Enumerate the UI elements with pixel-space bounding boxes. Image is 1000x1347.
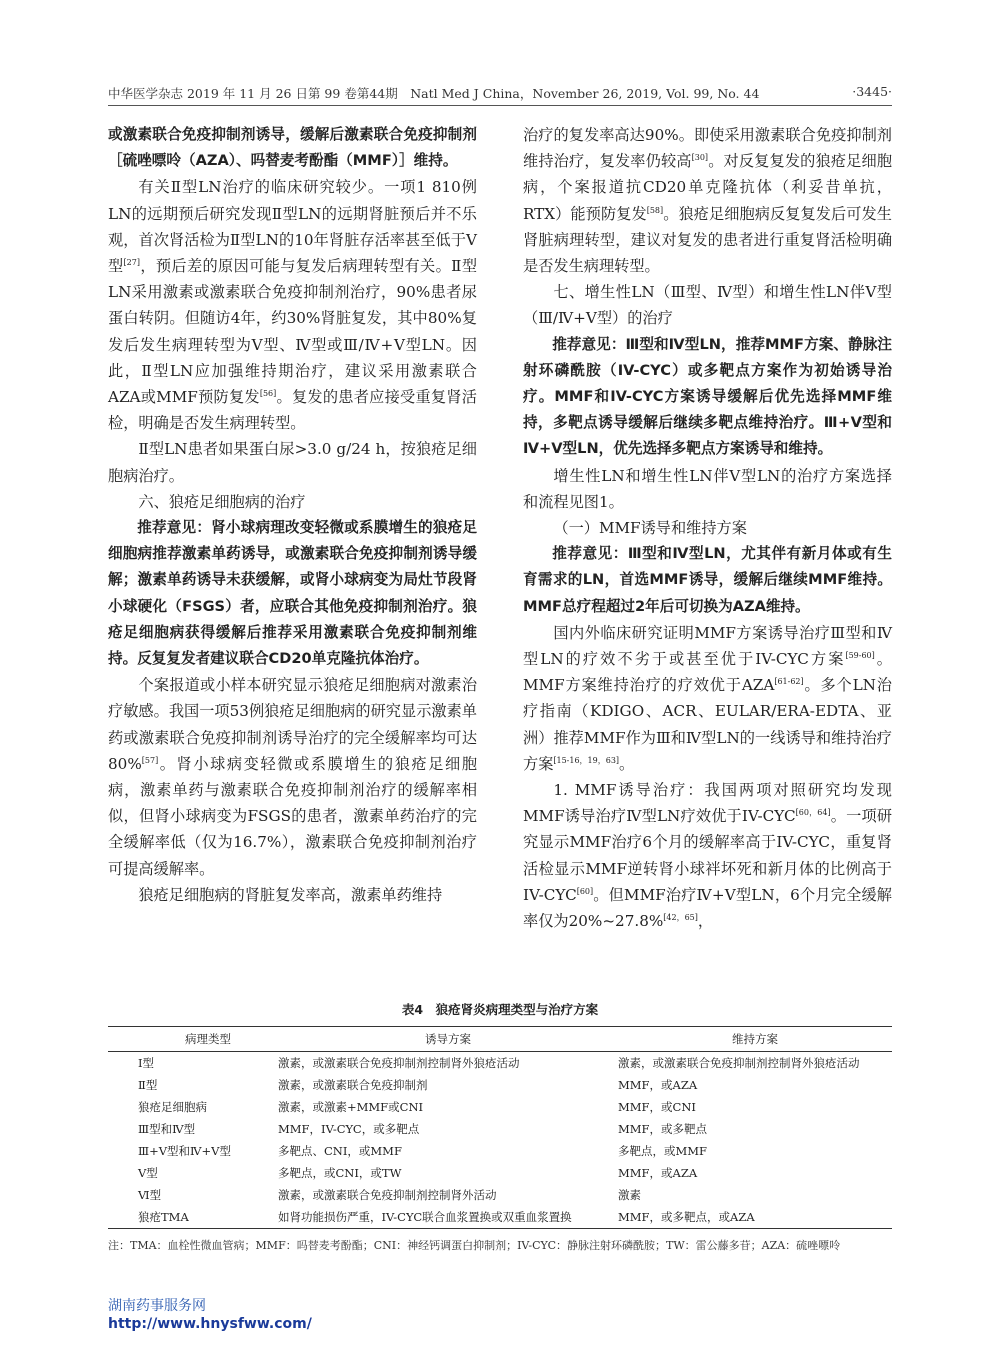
citation-ref: [60]: [576, 886, 594, 896]
table-cell: Ⅲ+Ⅴ型和Ⅳ+Ⅴ型: [138, 1144, 231, 1158]
header-rule: [108, 105, 892, 106]
table-row: [108, 1096, 892, 1118]
table-cell: MMF，IV-CYC，或多靶点: [278, 1122, 420, 1136]
paragraph-text: 治疗的复发率高达90%。即使采用激素联合免疫抑制剂维持治疗，复发率仍较高: [523, 126, 892, 171]
table-cell: MMF，或多靶点: [618, 1122, 708, 1136]
citation-ref: [57]: [141, 755, 159, 765]
right-paragraph: [523, 620, 892, 777]
citation-ref: [61-62]: [774, 677, 804, 687]
table-cell: Ⅴ型: [138, 1166, 158, 1180]
left-paragraph: [108, 436, 477, 488]
table-cell: 多靶点，或MMF: [618, 1144, 708, 1158]
left-paragraph: [108, 672, 477, 882]
paragraph-text: （一）MMF诱导和维持方案: [553, 519, 747, 538]
table-cell: Ⅰ型: [138, 1056, 155, 1070]
table-row: [108, 1206, 892, 1229]
paragraph-text: 。MMF方案维持治疗的疗效优于AZA: [523, 650, 892, 695]
header-maintenance: 维持方案: [618, 1027, 892, 1052]
citation-ref: [56]: [259, 388, 277, 398]
watermark-footer: [108, 1297, 312, 1333]
citation-ref: [42，65]: [663, 913, 698, 923]
table-cell: Ⅵ型: [138, 1188, 162, 1202]
citation-ref: [59-60]: [845, 651, 875, 660]
table-cell: 激素，或激素联合免疫抑制剂: [278, 1078, 428, 1092]
paragraph-text: 。肾小球病变轻微或系膜增生的狼疮足细胞病，激素单药与激素联合免疫抑制剂治疗的缓解率相似，但肾小球病变为FSGS的患者，激素单药治疗的完全缓解率低（仅为16.7%），激素联合免疫抑制剂治疗可提高缓解率。: [108, 754, 477, 878]
table-cell: 多靶点，或CNI，或TW: [278, 1166, 402, 1180]
table-row: [108, 1074, 892, 1096]
page-number: ·3445·: [852, 84, 892, 99]
paragraph-text: 1. MMF诱导治疗：我国两项对照研究均发现MMF诱导治疗Ⅳ型LN疗效优于IV-CYC: [523, 781, 892, 826]
left-paragraph: [108, 882, 477, 908]
paragraph-text: 国内外临床研究证明MMF方案诱导治疗Ⅲ型和Ⅳ型LN的疗效不劣于或甚至优于IV-CYC方案: [523, 623, 892, 669]
citation-ref: [27]: [123, 257, 140, 267]
left-paragraph: [108, 489, 477, 515]
table-cell: 激素: [618, 1188, 641, 1202]
left-column: [108, 122, 477, 908]
table-cell: MMF，或CNI: [618, 1100, 696, 1114]
right-paragraph: [523, 777, 892, 934]
paragraph-text: 六、狼疮足细胞病的治疗: [138, 492, 306, 511]
table-cell: MMF，或AZA: [618, 1078, 698, 1092]
table-cell: MMF，或多靶点，或AZA: [618, 1206, 892, 1229]
table-note: 注：TMA：血栓性微血管病；MMF：吗替麦考酚酯；CNI：神经钙调蛋白抑制剂；IV-CYC：静脉注射环磷酰胺；TW：雷公藤多苷；AZA：硫唑嘌呤: [108, 1239, 841, 1252]
table-row: [108, 1184, 892, 1206]
table-cell: 多靶点、CNI，或MMF: [278, 1144, 402, 1158]
paragraph-text: 或激素联合免疫抑制剂诱导，缓解后激素联合免疫抑制剂［硫唑嘌呤（AZA）、吗替麦考酚酯（MMF）］维持。: [108, 126, 477, 170]
right-paragraph: [523, 122, 892, 279]
paragraph-text: 。但MMF治疗Ⅳ+Ⅴ型LN，6个月完全缓解率仅为20%~27.8%: [523, 885, 892, 931]
right-paragraph: [523, 332, 892, 463]
table-row: [108, 1140, 892, 1162]
paragraph-text: 。: [619, 754, 635, 773]
right-column: [523, 122, 892, 934]
paragraph-text: 推荐意见：肾小球病理改变轻微或系膜增生的狼疮足细胞病推荐激素单药诱导，或激素联合免疫抑制剂诱导缓解；激素单药诱导未获缓解，或肾小球病变为局灶节段肾小球硬化（FSGS）者，应联合其他免疫抑制剂治疗。狼疮足细胞病获得缓解后推荐采用激素联合免疫抑制剂维持。反复复发者建议联合CD20单克隆抗体治疗。: [108, 519, 477, 668]
treatment-table: [108, 1000, 892, 1253]
table-cell: 激素，或激素+MMF或CNI: [278, 1100, 424, 1114]
journal-citation: 中华医学杂志 2019 年 11 月 26 日第 99 卷第44期 Natl Med J China，November 26, 2019, Vol. 99, No. 44: [108, 86, 760, 101]
left-paragraph: [108, 122, 477, 174]
right-paragraph: [523, 515, 892, 541]
paragraph-text: ，预后差的原因可能与复发后病理转型有关。Ⅱ型LN采用激素或激素联合免疫抑制剂治疗，90%患者尿蛋白转阴。但随访4年，约30%肾脏复发，其中80%复发后发生病理转型为Ⅴ型、Ⅳ型或Ⅲ/Ⅳ+Ⅴ型LN。因此，Ⅱ型LN应加强维持期治疗，建议采用激素联合AZA或MMF预防复发: [108, 257, 478, 407]
table-header-row: [108, 1027, 892, 1052]
paragraph-text: 推荐意见：Ⅲ型和Ⅳ型LN，尤其伴有新月体或有生育需求的LN，首选MMF诱导，缓解后继续MMF维持。MMF总疗程超过2年后可切换为AZA维持。: [523, 545, 892, 615]
paragraph-text: 。复发的患者应接受重复肾活检，明确是否发生病理转型。: [108, 388, 477, 433]
left-paragraph: [108, 174, 477, 436]
table-cell: 激素，或激素联合免疫抑制剂控制肾外狼疮活动: [618, 1056, 860, 1070]
citation-ref: [15-16，19，63]: [553, 755, 620, 765]
table-cell: 狼疮足细胞病: [138, 1100, 207, 1114]
paragraph-text: 。对反复复发的狼疮足细胞病，个案报道抗CD20单克隆抗体（利妥昔单抗，RTX）能预防复发: [523, 152, 893, 223]
table-cell: MMF，或AZA: [618, 1166, 698, 1180]
paragraph-text: 个案报道或小样本研究显示狼疮足细胞病对激素治疗敏感。我国一项53例狼疮足细胞病的研究显示激素单药或激素联合免疫抑制剂诱导治疗的完全缓解率均可达80%: [108, 676, 477, 773]
right-paragraph: [523, 541, 892, 620]
paragraph-text: 。多个LN治疗指南（KDIGO、ACR、EULAR/ERA-EDTA、亚洲）推荐MMF作为Ⅲ和Ⅳ型LN的一线诱导和维持治疗方案: [523, 676, 892, 773]
table-row: [108, 1162, 892, 1184]
site-url[interactable]: http://www.hnysfww.com/: [108, 1316, 312, 1332]
table-cell: Ⅲ型和Ⅳ型: [138, 1122, 196, 1136]
table-cell: 激素，或激素联合免疫抑制剂控制肾外狼疮活动: [278, 1056, 520, 1070]
paragraph-text: 推荐意见：Ⅲ型和Ⅳ型LN，推荐MMF方案、静脉注射环磷酰胺（IV-CYC）或多靶点方案作为初始诱导治疗。MMF和IV-CYC方案诱导缓解后优先选择MMF维持，多靶点诱导缓解后继续多靶点维持治疗。Ⅲ+Ⅴ型和Ⅳ+Ⅴ型LN，优先选择多靶点方案诱导和维持。: [523, 335, 892, 458]
paragraph-text: 狼疮足细胞病的肾脏复发率高，激素单药维持: [138, 885, 443, 904]
header-pathology-type: 病理类型: [108, 1027, 278, 1052]
table-cell: 激素，或激素联合免疫抑制剂控制肾外活动: [278, 1188, 497, 1202]
table-cell: 狼疮TMA: [108, 1206, 278, 1229]
right-paragraph: [523, 279, 892, 331]
table-row: [108, 1052, 892, 1075]
left-paragraph: [108, 515, 477, 672]
paragraph-text: 。狼疮足细胞病反复复发后可发生肾脏病理转型，建议对复发的患者进行重复肾活检明确是否发生病理转型。: [523, 204, 892, 276]
paragraph-text: 。一项研究显示MMF治疗6个月的缓解率高于IV-CYC，重复肾活检显示MMF逆转肾小球袢坏死和新月体的比例高于IV-CYC: [523, 807, 893, 904]
citation-ref: [58]: [646, 205, 664, 215]
site-name: 湖南药事服务网: [108, 1298, 206, 1314]
citation-ref: [60，64]: [795, 808, 831, 818]
paragraph-text: ，: [697, 912, 714, 931]
table-row: [108, 1118, 892, 1140]
header-induction: 诱导方案: [278, 1027, 618, 1052]
right-paragraph: [523, 463, 892, 515]
paragraph-text: 有关Ⅱ型LN治疗的临床研究较少。一项1 810例LN的远期预后研究发现Ⅱ型LN的远期肾脏预后并不乐观，首次肾活检为Ⅱ型LN的10年肾脏存活率甚至低于Ⅴ型: [108, 178, 477, 276]
paragraph-text: 七、增生性LN（Ⅲ型、Ⅳ型）和增生性LN伴Ⅴ型（Ⅲ/Ⅳ+Ⅴ型）的治疗: [523, 283, 892, 328]
citation-ref: [30]: [691, 153, 709, 163]
paragraph-text: 增生性LN和增生性LN伴Ⅴ型LN的治疗方案选择和流程见图1。: [523, 466, 892, 511]
paragraph-text: Ⅱ型LN患者如果蛋白尿>3.0 g/24 h，按狼疮足细胞病治疗。: [108, 440, 477, 485]
table-cell: 如肾功能损伤严重，IV-CYC联合血浆置换或双重血浆置换: [278, 1206, 618, 1229]
table-cell: Ⅱ型: [138, 1078, 158, 1092]
table-caption: 表4 狼疮肾炎病理类型与治疗方案: [401, 1002, 599, 1017]
